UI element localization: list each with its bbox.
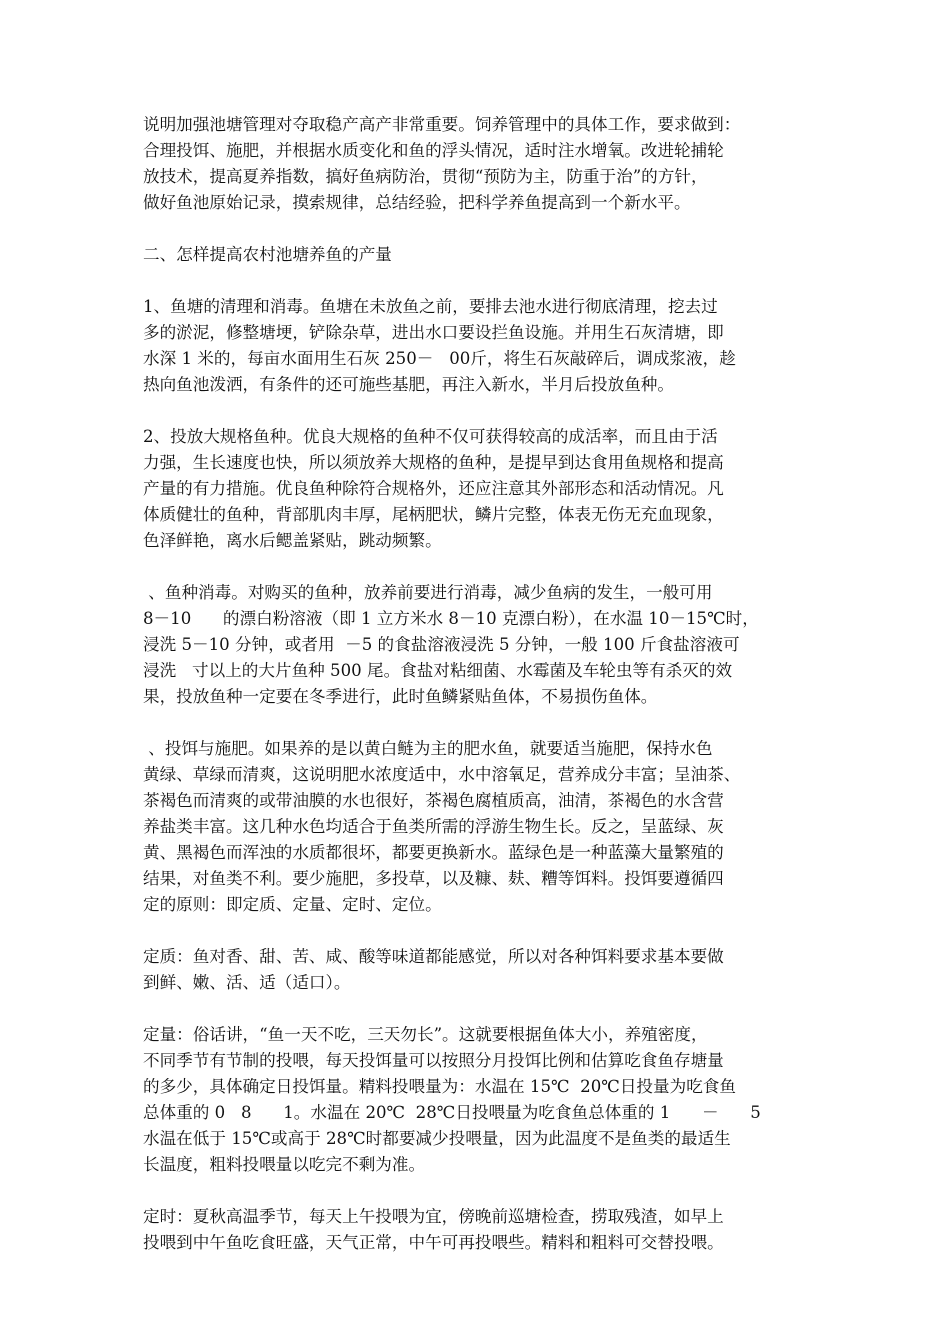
text-line: 定质：鱼对香、甜、苦、咸、酸等味道都能感觉，所以对各种饵料要求基本要做 [143, 947, 724, 966]
text-line: 黄、黑褐色而浑浊的水质都很坏，都要更换新水。蓝绿色是一种蓝藻大量繁殖的 [143, 843, 724, 862]
document-body [143, 112, 815, 1282]
text-line: 定时：夏秋高温季节，每天上午投喂为宜，傍晚前巡塘检查，捞取残渣，如早上 [143, 1207, 724, 1226]
section-heading [143, 242, 815, 268]
text-line: 合理投饵、施肥，并根据水质变化和鱼的浮头情况，适时注水增氧。改进轮捕轮 [143, 141, 724, 160]
text-line: 产量的有力措施。优良鱼种除符合规格外，还应注意其外部形态和活动情况。凡 [143, 479, 724, 498]
text-line: 浸洗 寸以上的大片鱼种 500 尾。食盐对粘细菌、水霉菌及车轮虫等有杀灭的效 [143, 661, 733, 680]
text-line: 1、鱼塘的清理和消毒。鱼塘在未放鱼之前，要排去池水进行彻底清理，挖去过 [143, 297, 718, 316]
paragraph-item-4 [143, 736, 815, 918]
paragraph-dingliang [143, 1022, 815, 1178]
text-line: 色泽鲜艳，离水后鳃盖紧贴，跳动频繁。 [143, 531, 442, 550]
text-line: 茶褐色而清爽的或带油膜的水也很好，茶褐色腐植质高，油清，茶褐色的水含营 [143, 791, 724, 810]
text-line: 、投饵与施肥。如果养的是以黄白鲢为主的肥水鱼，就要适当施肥，保持水色 [143, 739, 713, 758]
text-line: 的多少，具体确定日投饵量。精料投喂量为：水温在 15℃ 20℃日投量为吃食鱼 [143, 1077, 736, 1096]
text-line: 2、投放大规格鱼种。优良大规格的鱼种不仅可获得较高的成活率，而且由于活 [143, 427, 718, 446]
paragraph-item-1 [143, 294, 815, 398]
text-line: 长温度，粗料投喂量以吃完不剩为准。 [143, 1155, 426, 1174]
paragraph-intro [143, 112, 815, 216]
paragraph-item-2 [143, 424, 815, 554]
text-line: 投喂到中午鱼吃食旺盛，天气正常，中午可再投喂些。精料和粗料可交替投喂。 [143, 1233, 724, 1252]
text-line: 水温在低于 15℃或高于 28℃时都要减少投喂量，因为此温度不是鱼类的最适生 [143, 1129, 731, 1148]
text-line: 放技术，提高夏养指数，搞好鱼病防治，贯彻“预防为主，防重于治”的方针， [143, 167, 708, 186]
paragraph-dingshi [143, 1204, 815, 1256]
text-line: 总体重的 0 8 1。水温在 20℃ 28℃日投喂量为吃食鱼总体重的 1 － 5 [143, 1103, 761, 1122]
text-line: 不同季节有节制的投喂，每天投饵量可以按照分月投饵比例和估算吃食鱼存塘量 [143, 1051, 724, 1070]
text-line: 结果，对鱼类不利。要少施肥，多投草，以及糠、麸、糟等饵料。投饵要遵循四 [143, 869, 724, 888]
paragraph-dingzhi [143, 944, 815, 996]
text-line: 黄绿、草绿而清爽，这说明肥水浓度适中，水中溶氧足，营养成分丰富；呈油茶、 [143, 765, 741, 784]
text-line: 热向鱼池泼洒，有条件的还可施些基肥，再注入新水，半月后投放鱼种。 [143, 375, 674, 394]
text-line: 做好鱼池原始记录，摸索规律，总结经验，把科学养鱼提高到一个新水平。 [143, 193, 691, 212]
paragraph-item-3 [143, 580, 815, 710]
text-line: 二、怎样提高农村池塘养鱼的产量 [143, 245, 392, 264]
text-line: 多的淤泥，修整塘埂，铲除杂草，进出水口要设拦鱼设施。并用生石灰清塘，即 [143, 323, 724, 342]
text-line: 水深 1 米的，每亩水面用生石灰 250－ 00斤，将生石灰敲碎后，调成浆液，趁 [143, 349, 736, 368]
text-line: 定的原则：即定质、定量、定时、定位。 [143, 895, 442, 914]
text-line: 浸洗 5－10 分钟，或者用 －5 的食盐溶液浸洗 5 分钟，一般 100 斤食盐溶液可 [143, 635, 740, 654]
text-line: 说明加强池塘管理对夺取稳产高产非常重要。饲养管理中的具体工作，要求做到： [143, 115, 741, 134]
text-line: 力强，生长速度也快，所以须放养大规格的鱼种，是提早到达食用鱼规格和提高 [143, 453, 724, 472]
text-line: 到鲜、嫩、活、适（适口）。 [143, 973, 351, 992]
text-line: 、鱼种消毒。对购买的鱼种，放养前要进行消毒，减少鱼病的发生，一般可用 [143, 583, 713, 602]
text-line: 8－10 的漂白粉溶液（即 1 立方米水 8－10 克漂白粉），在水温 10－15℃时， [143, 609, 759, 628]
text-line: 果，投放鱼种一定要在冬季进行，此时鱼鳞紧贴鱼体，不易损伤鱼体。 [143, 687, 658, 706]
text-line: 养盐类丰富。这几种水色均适合于鱼类所需的浮游生物生长。反之，呈蓝绿、灰 [143, 817, 724, 836]
text-line: 体质健壮的鱼种，背部肌肉丰厚，尾柄肥状，鳞片完整，体表无伤无充血现象， [143, 505, 724, 524]
text-line: 定量：俗话讲，“鱼一天不吃，三天勿长”。这就要根据鱼体大小，养殖密度， [143, 1025, 708, 1044]
